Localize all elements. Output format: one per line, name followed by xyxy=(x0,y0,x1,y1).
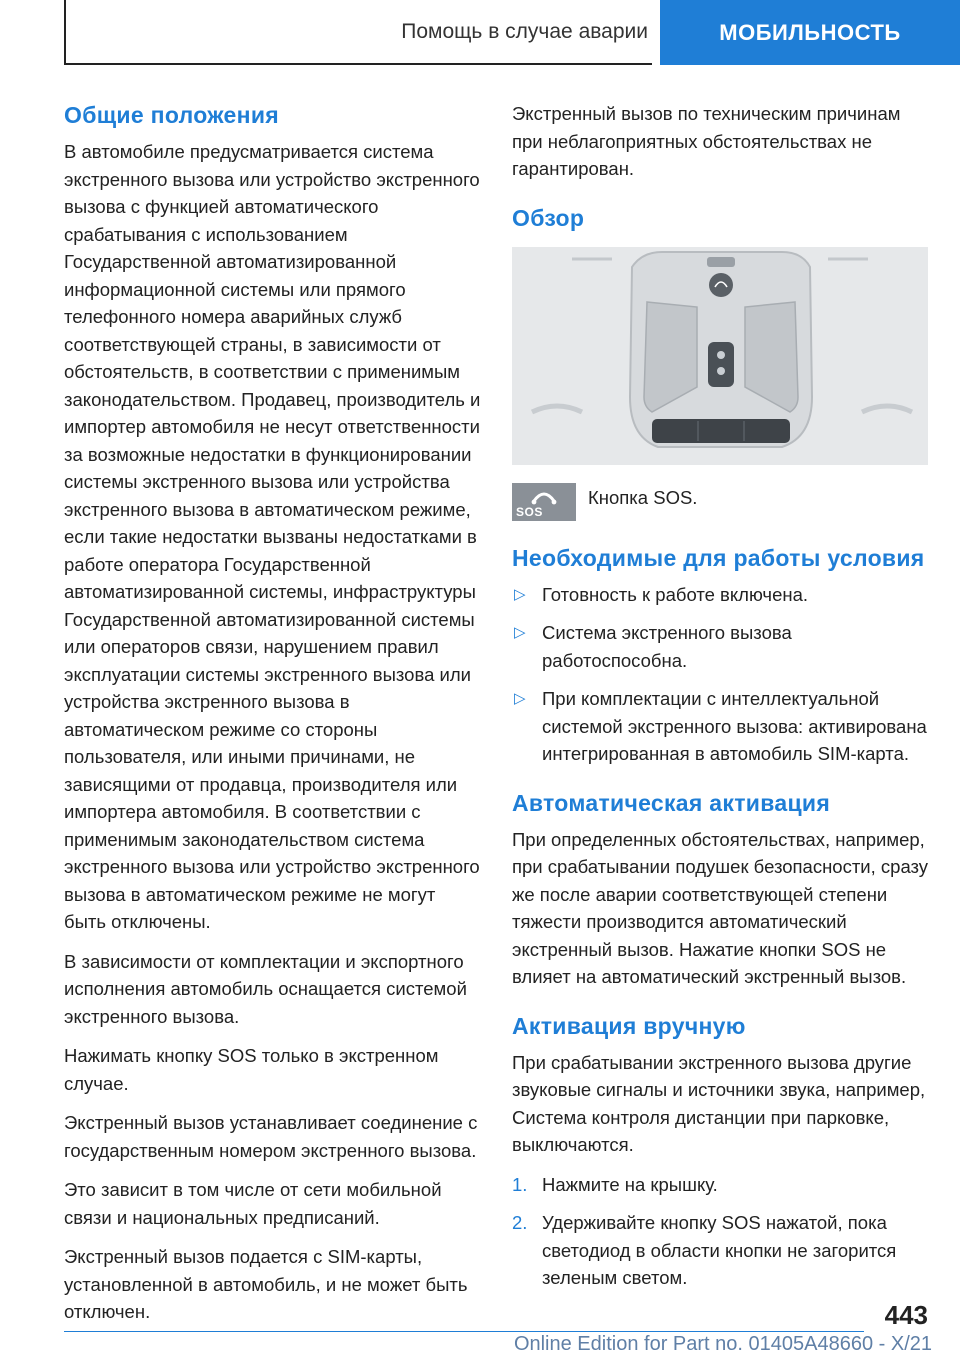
list-item xyxy=(512,1171,932,1199)
sos-button-icon xyxy=(512,483,576,521)
page-number: 443 xyxy=(884,1300,928,1330)
step-text: Нажмите на крышку. xyxy=(542,1173,718,1195)
paragraph: Это зависит в том числе от сети мобильной связи и национальных предписаний. xyxy=(64,1179,442,1228)
general-provisions-heading: Общие положения xyxy=(64,102,279,128)
right-column xyxy=(512,100,932,1304)
list-item-text: При комплектации с интеллектуальной системой экстренного вызова: активирована интегрированная в автомобиль SIM-карта. xyxy=(542,688,927,764)
manual-activation-heading: Активация вручную xyxy=(512,1012,746,1039)
sos-button-legend xyxy=(512,483,932,521)
list-item xyxy=(512,619,932,674)
sos-icon-label: SOS xyxy=(516,504,543,519)
auto-activation-text: При определенных обстоятельствах, например, при срабатывании подушек безопасности, сразу же после аварии соответствующей степени тяжести производится автоматический экстренный вызов. Нажатие кнопки SOS не влияет на автоматический экстренный вызов. xyxy=(512,828,929,987)
footer-rule xyxy=(64,1331,864,1332)
intro-paragraph: Экстренный вызов по техническим причинам при неблагоприятных обстоятельствах не гарантирован. xyxy=(512,103,901,179)
list-item xyxy=(512,685,932,768)
triangle-bullet-icon: ▷ xyxy=(514,690,526,707)
step-number: 1. xyxy=(512,1173,528,1195)
paragraph: В автомобиле предусматривается система экстренного вызова или устройство экстренного вызова с функцией автоматического срабатывания с использованием Государственной автоматизированной информационной системы или прямого телефонного номера аварийных служб соответствующей страны, в зависимости от обстоятельств, в соответствии с применимым законодательством. Продавец, производитель и импортер автомобиля не несут ответственности за возможные недостатки в функционировании системы экстренного вызова или устройства экстренного вызова в автоматическом режиме, если такие недостатки вызваны недостатками в работе оператора Государственной автоматизированной системы, инфраструктуры Государственной автоматизированной системы или операторов связи, нарушением правил эксплуатации системы экстренного вызова или устройства экстренного вызова в автоматическом режиме со стороны пользователя, или иными причинами, не зависящими от продавца, производителя или импортера автомобиля. В соответствии с применимым законодательством система экстренного вызова или устройство экстренного вызова в автоматическом режиме не могут быть отключены. xyxy=(64,141,481,932)
list-item-text: Система экстренного вызова работоспособна. xyxy=(542,622,792,671)
footer-edition: Online Edition for Part no. 01405A48660 - X/21 xyxy=(513,1333,932,1355)
manual-steps-list xyxy=(512,1171,932,1292)
left-column xyxy=(64,100,482,1338)
overview-heading: Обзор xyxy=(512,204,585,231)
list-item-text: Готовность к работе включена. xyxy=(542,583,809,605)
paragraph: Нажимать кнопку SOS только в экстренном случае. xyxy=(64,1045,439,1094)
paragraph: Экстренный вызов подается с SIM-карты, установленной в автомобиль, и не может быть отключен. xyxy=(64,1246,468,1322)
step-text: Удерживайте кнопку SOS нажатой, пока светодиод в области кнопки не загорится зеленым светом. xyxy=(542,1212,897,1288)
conditions-list xyxy=(512,581,932,768)
overhead-console-photo xyxy=(512,247,928,465)
header-bottom-rule xyxy=(64,63,652,65)
list-item xyxy=(512,1209,932,1292)
sos-button-caption: Кнопка SOS. xyxy=(588,487,698,508)
conditions-heading: Необходимые для работы условия xyxy=(512,544,925,571)
header-section-title: Помощь в случае аварии xyxy=(401,19,648,43)
triangle-bullet-icon: ▷ xyxy=(514,624,526,641)
overhead-console-illustration xyxy=(512,247,928,465)
triangle-bullet-icon: ▷ xyxy=(514,585,526,603)
paragraph: В зависимости от комплектации и экспортного исполнения автомобиль оснащается системой экстренного вызова. xyxy=(64,950,467,1027)
step-number: 2. xyxy=(512,1212,528,1233)
manual-activation-text: При срабатывании экстренного вызова другие звуковые сигналы и источники звука, например, Система контроля дистанции при парковке, выключаются. xyxy=(512,1051,926,1155)
auto-activation-heading: Автоматическая активация xyxy=(512,789,831,816)
list-item xyxy=(512,581,932,609)
header-chapter-tab: МОБИЛЬНОСТЬ xyxy=(660,0,960,65)
paragraph: Экстренный вызов устанавливает соединение с государственным номером экстренного вызова. xyxy=(64,1112,478,1161)
